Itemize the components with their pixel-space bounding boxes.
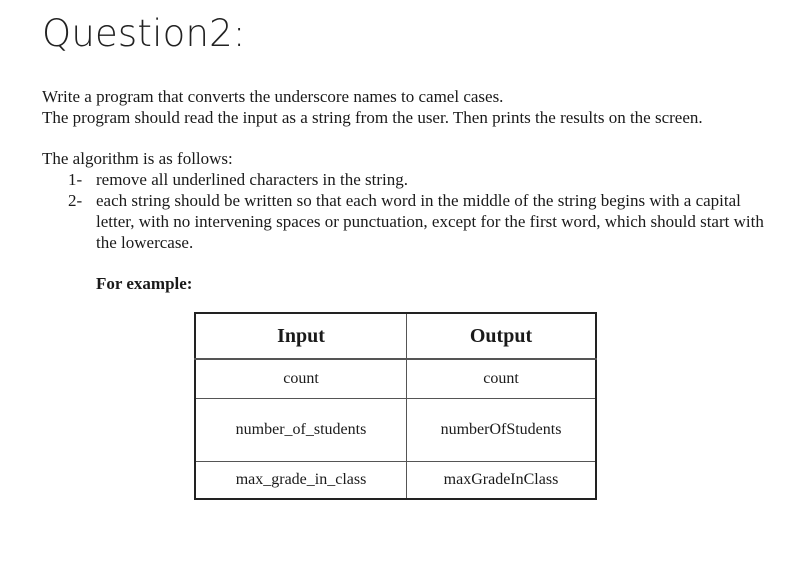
algorithm-step xyxy=(68,190,768,253)
step-text: remove all underlined characters in the string. xyxy=(96,170,409,189)
intro-text xyxy=(42,86,703,128)
step-number: 2- xyxy=(68,191,83,210)
algorithm-steps xyxy=(68,169,768,253)
input-cell: max_grade_in_class xyxy=(195,462,407,500)
intro-line-1: Write a program that converts the underscore names to camel cases. xyxy=(42,87,504,106)
table-row xyxy=(195,359,596,399)
step-text: each string should be written so that each word in the middle of the string begins with a capital letter, with no intervening spaces or punctuation, except for the first word, which should start with the lowercase. xyxy=(96,191,764,252)
input-cell: count xyxy=(195,359,407,399)
output-cell: maxGradeInClass xyxy=(407,462,597,500)
output-cell: numberOfStudents xyxy=(407,399,597,462)
table-row xyxy=(195,399,596,462)
example-table xyxy=(194,312,597,500)
step-number: 1- xyxy=(68,170,83,189)
table-row xyxy=(195,462,596,500)
column-header-input: Input xyxy=(195,313,407,359)
intro-line-2: The program should read the input as a string from the user. Then prints the results on the screen. xyxy=(42,108,703,127)
example-label: For example: xyxy=(96,274,193,293)
input-cell: number_of_students xyxy=(195,399,407,462)
column-header-output: Output xyxy=(407,313,597,359)
table-header-row xyxy=(195,313,596,359)
algorithm-step xyxy=(68,169,768,190)
question-title: Question2: xyxy=(42,12,246,55)
output-cell: count xyxy=(407,359,597,399)
algorithm-heading: The algorithm is as follows: xyxy=(42,149,233,168)
